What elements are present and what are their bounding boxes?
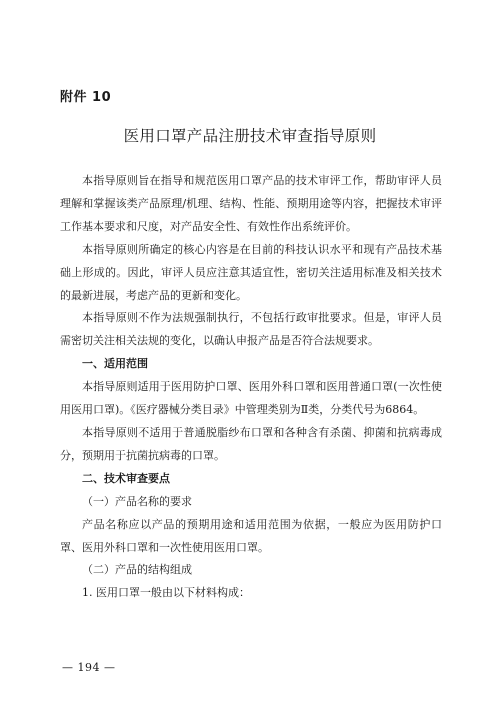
intro-paragraph-1: 本指导原则旨在指导和规范医用口罩产品的技术审评工作，帮助审评人员理解和掌握该类产品原理/机理、结构、性能、预期用途等内容，把握技术审评工作基本要求和尺度，对产品安全性、有效性作出系统评价。 [60,174,442,233]
scope-paragraph-1: 本指导原则适用于医用防护口罩、医用外科口罩和医用普通口罩(一次性使用医用口罩)。《医疗器械分类目录》中管理类别为Ⅱ类，分类代号为6864。 [60,380,442,417]
subsection-1-heading: （一）产品名称的要求 [82,494,192,508]
document-title: 医用口罩产品注册技术审查指导原则 [123,127,377,145]
page-number: — 194 — [62,661,116,674]
scope-heading: 一、适用范围 [82,357,148,371]
subsection-1-text: 产品名称应以产品的预期用途和适用范围为依据，一般应为医用防护口罩、医用外科口罩和一次性使用医用口罩。 [60,517,442,554]
intro-paragraph-3: 本指导原则不作为法规强制执行，不包括行政审批要求。但是，审评人员需密切关注相关法规的变化，以确认申报产品是否符合法规要求。 [60,311,442,348]
review-heading: 二、技术审查要点 [82,471,170,485]
subsection-2-heading: （二）产品的结构组成 [82,563,192,577]
document-body [60,170,442,605]
attachment-label: 附件 10 [60,90,112,105]
subsection-2-item-1: 1. 医用口罩一般由以下材料构成： [82,586,250,600]
intro-paragraph-2: 本指导原则所确定的核心内容是在目前的科技认识水平和现有产品技术基础上形成的。因此，审评人员应注意其适宜性，密切关注适用标准及相关技术的最新进展，考虑产品的更新和变化。 [60,242,442,302]
scope-paragraph-2: 本指导原则不适用于普通脱脂纱布口罩和各种含有杀菌、抑菌和抗病毒成分，预期用于抗菌抗病毒的口罩。 [60,425,442,462]
